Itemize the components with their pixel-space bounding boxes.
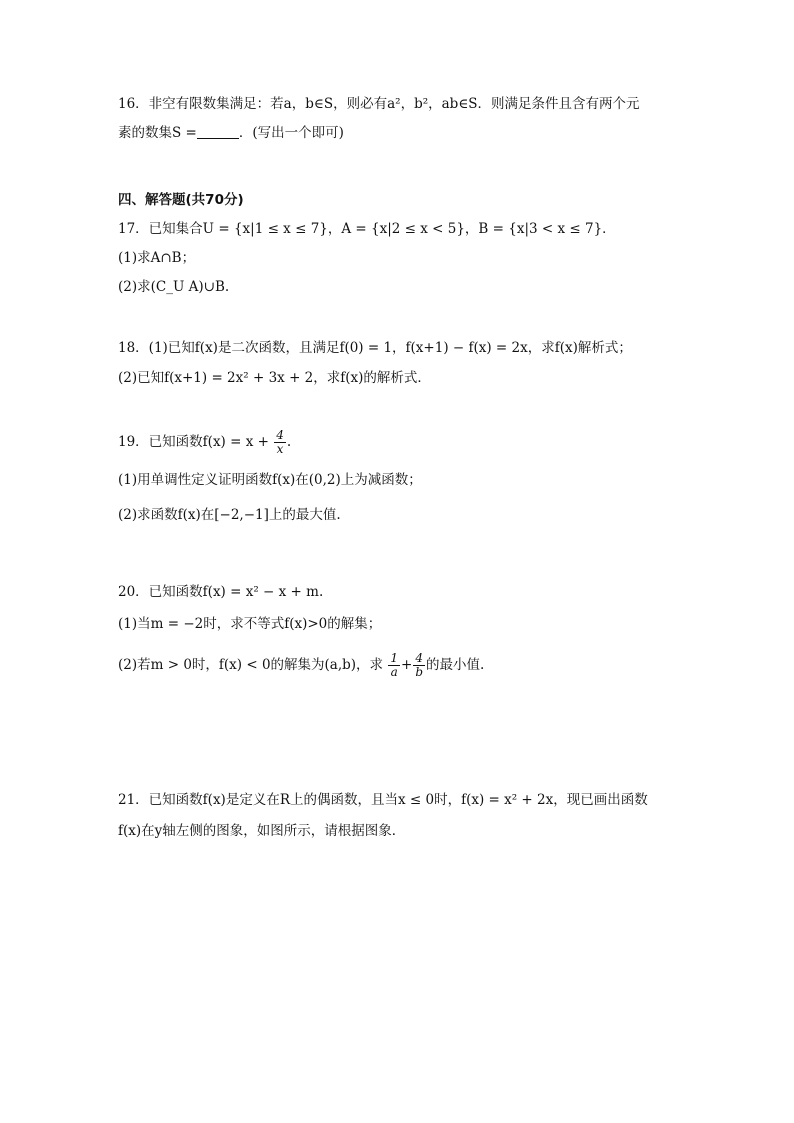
fraction-denominator: a [390, 665, 398, 679]
q17-line-1: 17．已知集合U = {x|1 ≤ x ≤ 7}，A = {x|2 ≤ x < 5}，B = {x|3 < x ≤ 7}． [118, 221, 616, 237]
plus-sign: + [401, 657, 413, 673]
fraction-numerator: 4 [415, 651, 423, 665]
q18-line-2: (2)已知f(x+1) = 2x² + 3x + 2，求f(x)的解析式． [118, 370, 431, 386]
q20-line-2: (1)当m = −2时，求不等式f(x)>0的解集； [118, 616, 382, 632]
fraction-numerator: 1 [390, 651, 398, 665]
q17-line-2: (1)求A∩B； [118, 250, 196, 266]
q16-line-2 [118, 123, 344, 143]
q18-line-1: 18．(1)已知f(x)是二次函数，且满足f(0) = 1，f(x+1) − f(x) = 2x，求f(x)解析式； [118, 340, 632, 356]
q20-line-3-post: 的最小值. [426, 657, 485, 673]
answer-blank[interactable] [197, 124, 239, 139]
q19-line-3: (2)求函数f(x)在[−2,−1]上的最大值. [118, 507, 341, 523]
q19-line-2: (1)用单调性定义证明函数f(x)在(0,2)上为减函数； [118, 472, 422, 488]
q16-line-2-pre: 素的数集S = [118, 125, 197, 141]
fraction-denominator: x [276, 442, 284, 456]
q21-line-1: 21．已知函数f(x)是定义在R上的偶函数，且当x ≤ 0时，f(x) = x² + 2x，现已画出函数 [118, 792, 648, 808]
q17-line-3: (2)求(C_U A)∪B. [118, 279, 230, 295]
q20-line-3 [118, 648, 484, 682]
q19-line-1-post: . [286, 434, 292, 450]
section-heading: 四、解答题(共70分) [118, 192, 244, 208]
fraction-1-over-a [388, 652, 400, 679]
q20-line-3-pre: (2)若m > 0时，f(x) < 0的解集为(a,b)，求 [118, 657, 384, 673]
fraction-4-over-x [274, 429, 286, 456]
q16-line-2-post: ．(写出一个即可) [238, 125, 344, 141]
q16-line-1: 16．非空有限数集满足：若a，b∈S，则必有a²，b²，ab∈S．则满足条件且含有两个元 [118, 96, 640, 112]
q21-line-2: f(x)在y轴左侧的图象，如图所示，请根据图象． [118, 823, 406, 839]
q19-line-1-pre: 19．已知函数f(x) = x + [118, 434, 269, 450]
fraction-numerator: 4 [276, 428, 284, 442]
fraction-4-over-b [413, 652, 425, 679]
q20-line-1: 20．已知函数f(x) = x² − x + m. [118, 584, 324, 600]
fraction-denominator: b [415, 665, 423, 679]
q19-line-1 [118, 428, 291, 456]
